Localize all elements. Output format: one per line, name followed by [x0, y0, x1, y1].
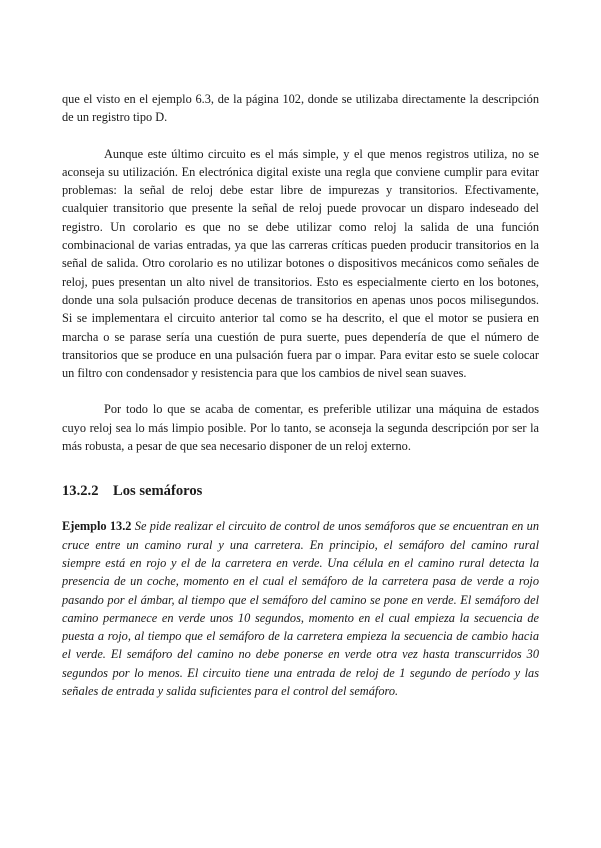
paragraph-clock-transients: Aunque este último circuito es el más simple, y el que menos registros utiliza, no se aconseja su utilización. En electrónica digital existe una regla que conviene cumplir para evitar problemas: la señal de reloj debe estar libre de impurezas y transitorios. Efectivamente, cualquier transitorio que presente la señal de reloj puede provocar un disparo indeseado del registro. Un corolario es que no se debe utilizar como reloj la salida de una función combinacional de varias entradas, ya que las carreras críticas pueden producir transitorios en la señal de salida. Otro corolario es no utilizar botones o dispositivos mecánicos como señales de reloj, pues presentan un alto nivel de transitorios. Esto es especialmente cierto en los botones, donde una sola pulsación produce decenas de transitorios en apenas unos pocos milisegundos. Si se implementara el circuito anterior tal como se ha descrito, el que el motor se pusiera en marcha o se parase sería una cuestión de pura suerte, pues dependería de que el número de transitorios que se produce en una pulsación fuera par o impar. Para evitar esto se suele colocar un filtro con condensador y resistencia para que los cambios de nivel sean suaves.	[62, 146, 539, 381]
example-label: Ejemplo 13.2	[62, 519, 132, 534]
document-body	[62, 90, 539, 700]
section-number: 13.2.2	[62, 483, 99, 500]
example-text: Se pide realizar el circuito de control de unos semáforos que se encuentran en un cruce entre un camino rural y una carretera. En principio, el semáforo del camino rural siempre está en rojo y el de la carretera en verde. Una célula en el camino rural detecta la presencia de un coche, momento en el cual el semáforo de la carretera pasa de verde a rojo pasando por el ámbar, al tiempo que el semáforo del camino se pone en verde. El semáforo del camino permanece en verde unos 10 segundos, momento en el cual empieza la secuencia de puesta a rojo, al tiempo que el semáforo de la carretera empieza la secuencia de cambio hacia el verde. El semáforo del camino no debe ponerse en verde otra vez hasta transcurridos 30 segundos por lo menos. El circuito tiene una entrada de reloj de 1 segundo de período y las señales de entrada y salida suficientes para el control del semáforo.	[62, 519, 539, 699]
example-block	[62, 517, 539, 700]
section-heading	[62, 482, 539, 500]
paragraph-conclusion: Por todo lo que se acaba de comentar, es preferible utilizar una máquina de estados cuyo reloj sea lo más limpio posible. Por lo tanto, se aconseja la segunda descripción por ser la más robusta, a pesar de que sea necesario disponer de un reloj externo.	[62, 402, 539, 454]
paragraph-continuation: que el visto en el ejemplo 6.3, de la página 102, donde se utilizaba directamente la descripción de un registro tipo D.	[62, 92, 539, 125]
section-title: Los semáforos	[113, 483, 203, 500]
